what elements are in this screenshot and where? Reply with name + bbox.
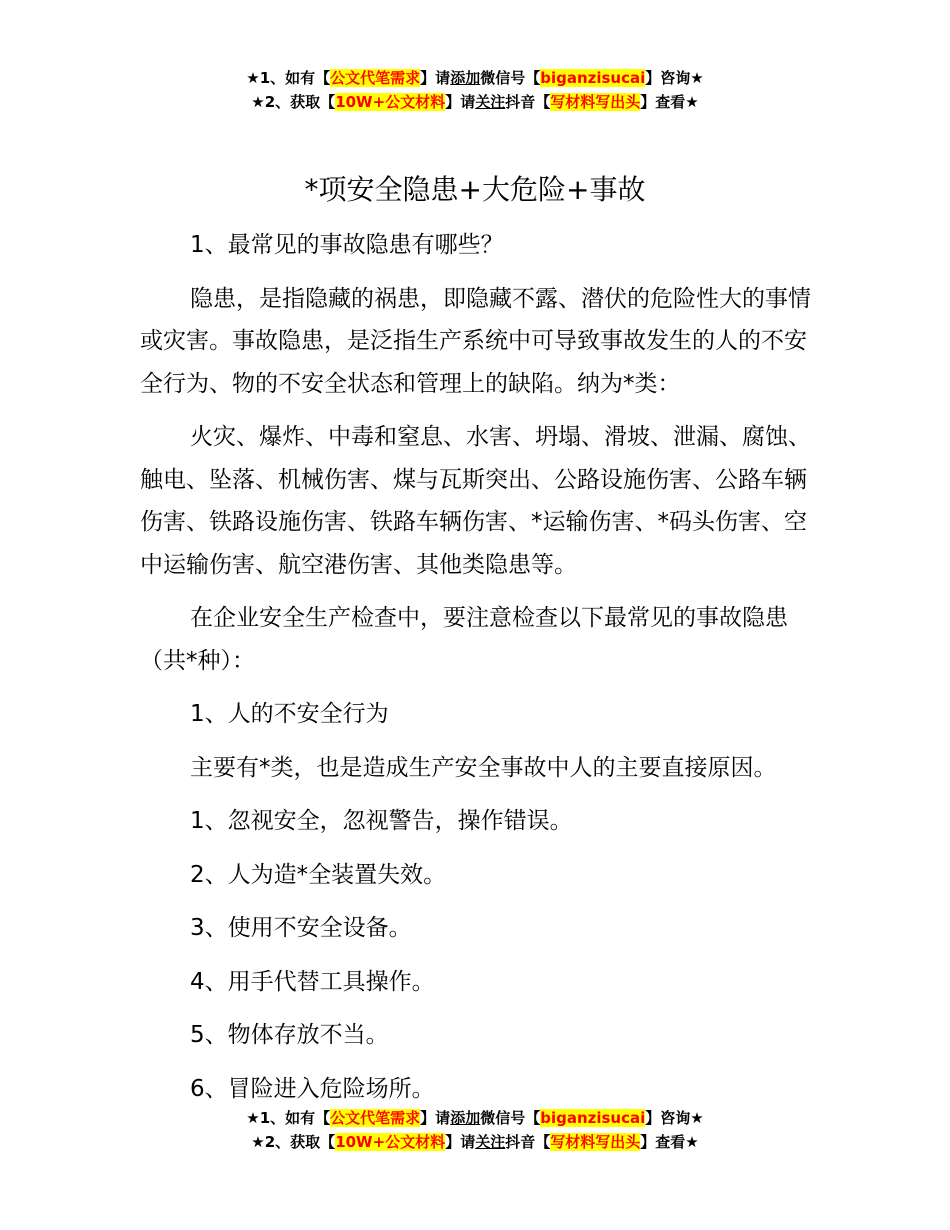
document-body [140, 224, 820, 1121]
banner-text: ★1、如有【 [246, 1109, 331, 1127]
list-item: 6、冒险进入危险场所。 [190, 1075, 435, 1102]
banner-highlight-ghostwriting: 公文代笔需求 [330, 1109, 421, 1127]
banner-text: ★1、如有【 [246, 69, 331, 87]
paragraph: 1、最常见的事故隐患有哪些？ [190, 232, 504, 258]
banner-highlight-wechat-id: biganzisucai [540, 69, 646, 87]
banner-underline: 关注 [475, 93, 506, 111]
banner-highlight-wechat-id: biganzisucai [540, 1109, 646, 1127]
banner-highlight-douyin: 写材料写出头 [550, 1133, 641, 1151]
paragraph: 火灾、爆炸、中毒和窒息、水害、坍塌、滑坡、泄漏、腐蚀、触电、坠落、机械伤害、煤与瓦斯突出、公路设施伤害、公路车辆伤害、铁路设施伤害、铁路车辆伤害、*运输伤害、*码头伤害、空中运输伤害、航空港伤害、其他类隐患等。 [140, 424, 811, 578]
banner-underline: 添加 [450, 1109, 481, 1127]
banner-text: 抖音【 [505, 1133, 551, 1151]
banner-line-1 [0, 66, 950, 90]
banner-line-1 [0, 1106, 950, 1130]
banner-text: 】咨询★ [645, 69, 704, 87]
banner-highlight-materials: 10W+公文材料 [335, 1133, 446, 1151]
banner-text: 】查看★ [640, 93, 699, 111]
banner-text: 】查看★ [640, 1133, 699, 1151]
banner-text: ★2、获取【 [251, 1133, 336, 1151]
banner-highlight-ghostwriting: 公文代笔需求 [330, 69, 421, 87]
banner-highlight-douyin: 写材料写出头 [550, 93, 641, 111]
paragraph: 隐患，是指隐藏的祸患，即隐藏不露、潜伏的危险性大的事情或灾害。事故隐患，是泛指生产系统中可导致事故发生的人的不安全行为、物的不安全状态和管理上的缺陷。纳为*类： [140, 285, 811, 397]
paragraph: 在企业安全生产检查中，要注意检查以下最常见的事故隐患（共*种）： [140, 605, 788, 674]
banner-text: 】请 [420, 69, 451, 87]
list-item: 3、使用不安全设备。 [190, 915, 412, 941]
banner-underline: 关注 [475, 1133, 506, 1151]
list-item: 4、用手代替工具操作。 [190, 968, 435, 995]
list-item: 5、物体存放不当。 [190, 1022, 389, 1048]
paragraph: 1、人的不安全行为 [190, 701, 389, 727]
paragraph: 主要有*类，也是造成生产安全事故中人的主要直接原因。 [190, 754, 777, 781]
header-banner [0, 66, 950, 114]
banner-underline: 添加 [450, 69, 481, 87]
document-title: *项安全隐患+大危险+事故 [304, 173, 646, 206]
banner-text: 微信号【 [480, 69, 541, 87]
list-item: 2、人为造*全装置失效。 [190, 861, 447, 888]
banner-text: 】请 [420, 1109, 451, 1127]
banner-text: 】咨询★ [645, 1109, 704, 1127]
banner-text: 】请 [445, 93, 476, 111]
banner-text: ★2、获取【 [251, 93, 336, 111]
banner-line-2 [0, 1130, 950, 1154]
banner-highlight-materials: 10W+公文材料 [335, 93, 446, 111]
footer-banner [0, 1106, 950, 1154]
list-item: 1、忽视安全，忽视警告，操作错误。 [190, 808, 573, 834]
banner-line-2 [0, 90, 950, 114]
banner-text: 】请 [445, 1133, 476, 1151]
banner-text: 微信号【 [480, 1109, 541, 1127]
banner-text: 抖音【 [505, 93, 551, 111]
